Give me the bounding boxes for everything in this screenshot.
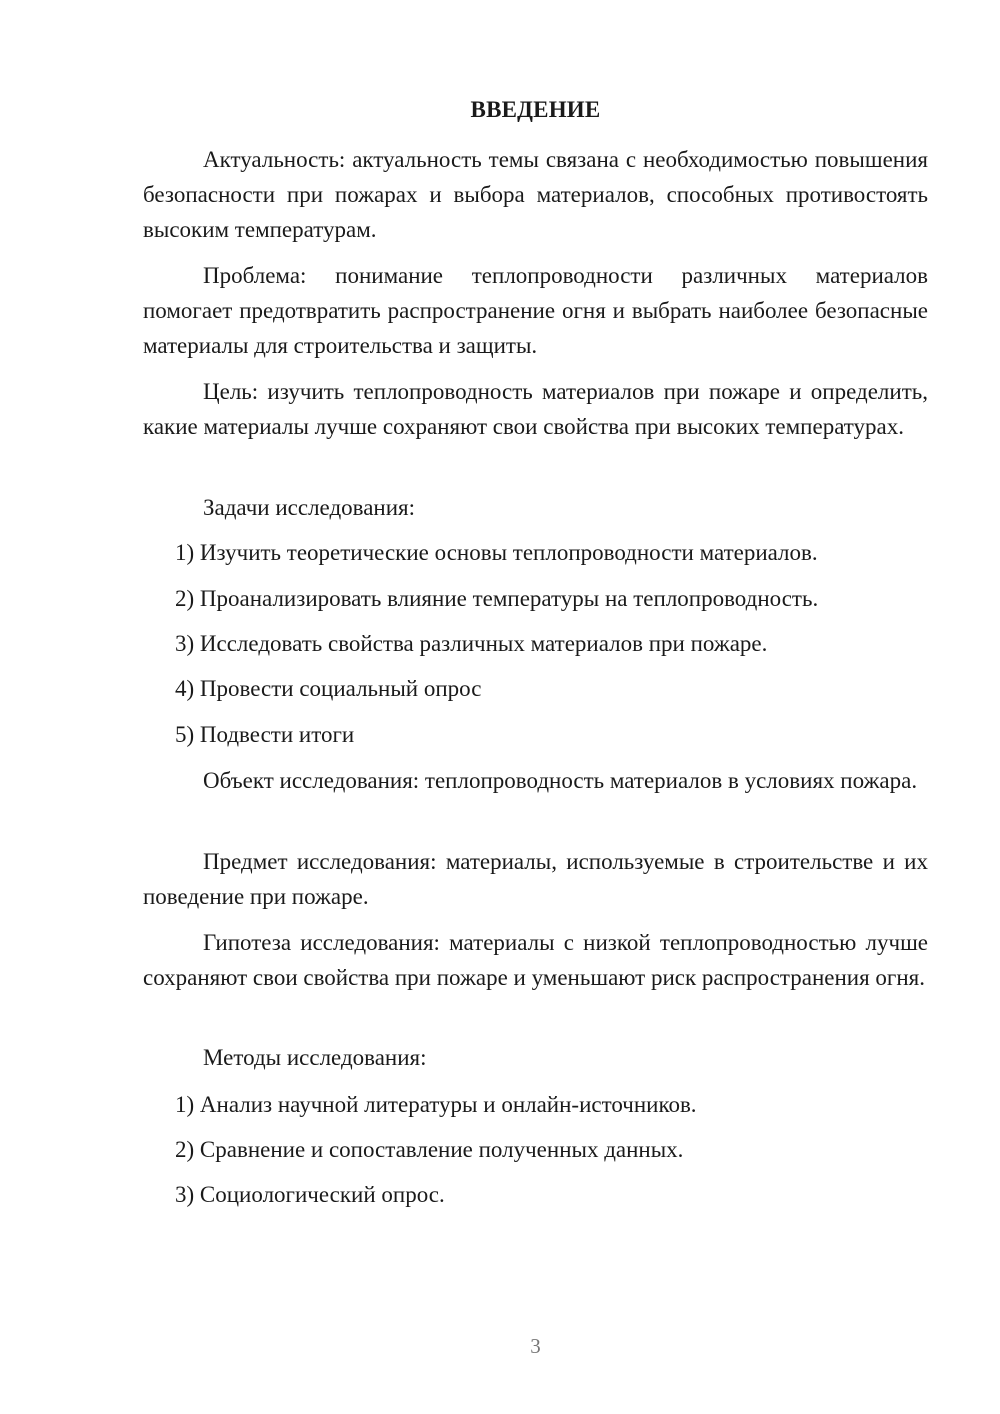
section-title: ВВЕДЕНИЕ [470,97,601,122]
task-item: 3) Исследовать свойства различных материалов при пожаре. [175,631,768,656]
tasks-heading: Задачи исследования: [203,495,416,520]
goal-paragraph: Цель: изучить теплопроводность материалов при пожаре и определить, какие материалы лучше сохраняют свои свойства при высоких температурах. [143,379,928,439]
hypothesis-paragraph: Гипотеза исследования: материалы с низкой теплопроводностью лучше сохраняют свои свойства при пожаре и уменьшают риск распространения огня. [143,930,928,990]
page-number: 3 [530,1334,541,1358]
method-item: 2) Сравнение и сопоставление полученных данных. [175,1137,684,1162]
relevance-paragraph: Актуальность: актуальность темы связана с необходимостью повышения безопасности при пожарах и выбора материалов, способных противостоять высоким температурам. [143,147,928,242]
document-page [143,0,928,1414]
task-item: 2) Проанализировать влияние температуры на теплопроводность. [175,586,819,611]
method-item: 3) Социологический опрос. [175,1182,445,1207]
method-item: 1) Анализ научной литературы и онлайн-источников. [175,1092,697,1117]
task-item: 4) Провести социальный опрос [175,676,482,701]
problem-paragraph: Проблема: понимание теплопроводности различных материалов помогает предотвратить распространение огня и выбрать наиболее безопасные материалы для строительства и защиты. [143,263,928,358]
task-item: 5) Подвести итоги [175,722,355,747]
methods-heading: Методы исследования: [203,1045,427,1070]
object-paragraph: Объект исследования: теплопроводность материалов в условиях пожара. [203,768,918,793]
subject-paragraph: Предмет исследования: материалы, используемые в строительстве и их поведение при пожаре. [143,849,928,909]
task-item: 1) Изучить теоретические основы теплопроводности материалов. [175,540,818,565]
